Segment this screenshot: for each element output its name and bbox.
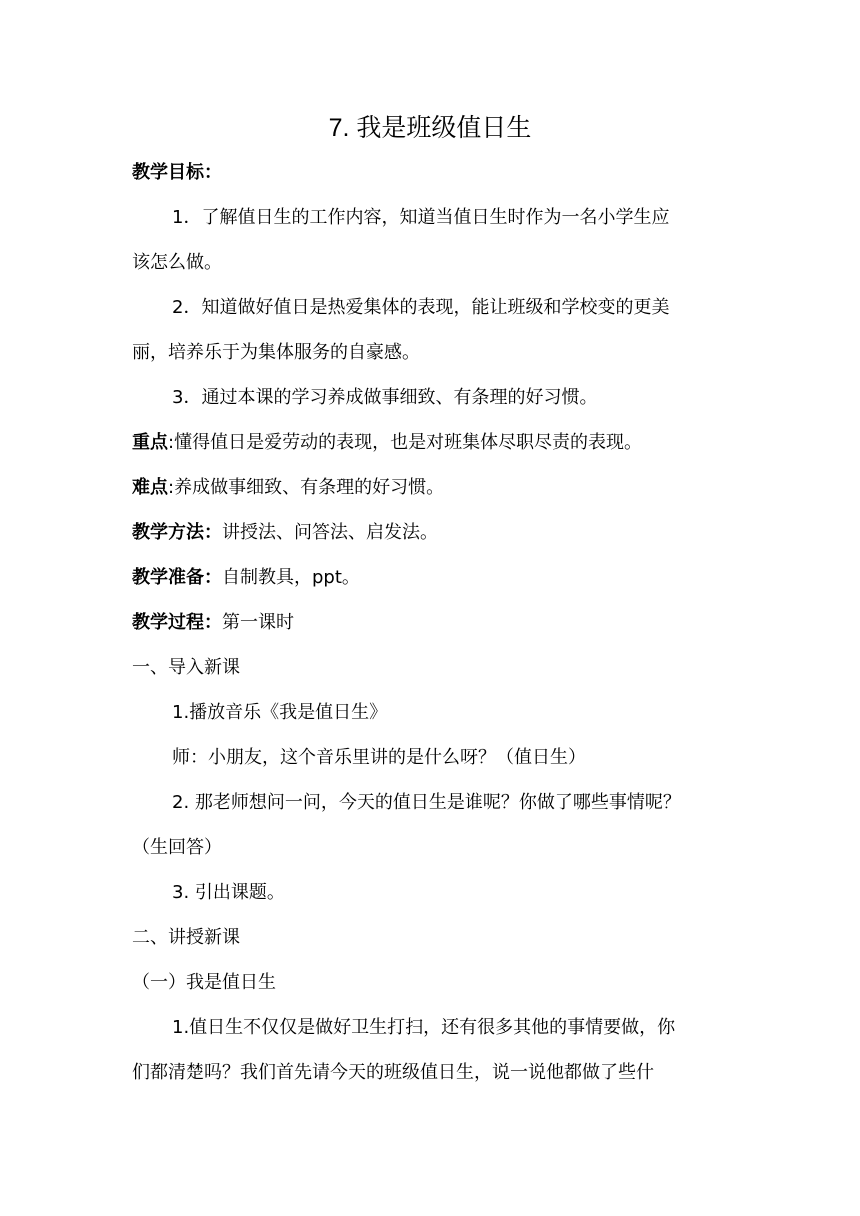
methods-text: 讲授法、问答法、启发法。: [222, 522, 438, 543]
key-point-text: :懂得值日是爱劳动的表现，也是对班集体尽职尽责的表现。: [168, 432, 643, 453]
step-1: 1.播放音乐《我是值日生》: [172, 702, 388, 723]
document-title: 7. 我是班级值日生: [328, 114, 532, 142]
objectives-heading: 教学目标：: [132, 162, 222, 183]
objective-1-line2: 该怎么做。: [132, 252, 222, 273]
teacher-question: 师：小朋友，这个音乐里讲的是什么呀？（值日生）: [172, 747, 586, 768]
section-2-heading: 二、讲授新课: [132, 927, 240, 948]
step-2-line1: 2. 那老师想问一问，今天的值日生是谁呢？你做了哪些事情呢？: [172, 792, 681, 813]
process-label: 教学过程：: [132, 612, 222, 633]
prep-label: 教学准备：: [132, 567, 222, 588]
difficulty: [132, 473, 742, 503]
step-3: 3. 引出课题。: [172, 882, 285, 903]
objective-1-line1: 1．了解值日生的工作内容，知道当值日生时作为一名小学生应: [172, 207, 670, 228]
subsection-1-heading: （一）我是值日生: [132, 972, 276, 993]
difficulty-text: :养成做事细致、有条理的好习惯。: [168, 477, 445, 498]
process-text: 第一课时: [222, 612, 294, 633]
teaching-methods: [132, 518, 742, 548]
objective-2-line1: 2．知道做好值日是热爱集体的表现，能让班级和学校变的更美: [172, 297, 670, 318]
key-point-label: 重点: [132, 432, 168, 453]
objective-3: 3．通过本课的学习养成做事细致、有条理的好习惯。: [172, 387, 598, 408]
methods-label: 教学方法：: [132, 522, 222, 543]
section-1-heading: 一、导入新课: [132, 657, 240, 678]
paragraph-1-line1: 1.值日生不仅仅是做好卫生打扫，还有很多其他的事情要做，你: [172, 1017, 676, 1038]
teaching-prep: [132, 563, 742, 593]
key-point: [132, 428, 742, 458]
step-2-line2: （生回答）: [132, 837, 222, 858]
paragraph-1-line2: 们都清楚吗？我们首先请今天的班级值日生，说一说他都做了些什: [132, 1062, 654, 1083]
prep-text: 自制教具，ppt。: [222, 567, 360, 588]
teaching-process: [132, 608, 742, 638]
objective-2-line2: 丽，培养乐于为集体服务的自豪感。: [132, 342, 420, 363]
difficulty-label: 难点: [132, 477, 168, 498]
